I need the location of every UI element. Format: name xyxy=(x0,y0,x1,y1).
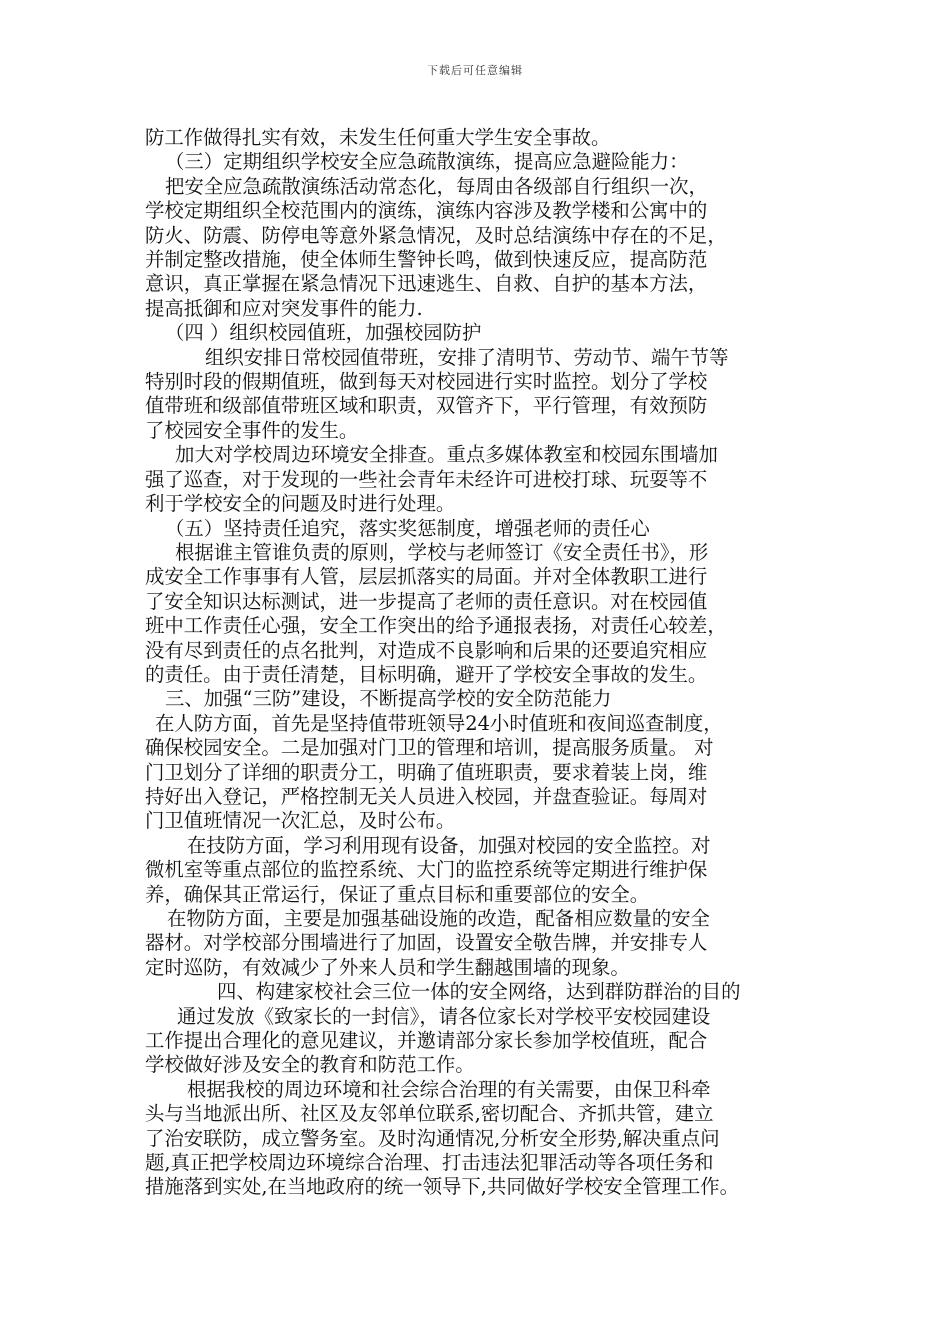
text-line: 防工作做得扎实有效，未发生任何重大学生安全事故。 xyxy=(145,126,611,149)
text-line: 强了巡查，对于发现的一些社会青年未经许可进校打球、玩耍等不 xyxy=(145,467,708,491)
text-line: 把安全应急疏散演练活动常态化，每周由各级部自行组织一次， xyxy=(165,174,708,198)
text-line: 的责任。由于责任清楚，目标明确，避开了学校安全事故的发生。 xyxy=(145,662,708,686)
text-line: 题,真正把学校周边环境综合治理、打击违法犯罪活动等各项任务和 xyxy=(145,1151,714,1175)
text-line: 意识，真正掌握在紧急情况下迅速逃生、自救、自护的基本方法， xyxy=(145,272,708,296)
text-line: 三、加强“三防”建设，不断提高学校的安全防范能力 xyxy=(165,687,612,711)
text-line: 防火、防震、防停电等意外紧急情况，及时总结演练中存在的不足， xyxy=(145,223,727,247)
text-line: 提高抵御和应对突发事件的能力. xyxy=(145,296,423,320)
text-line: 根据谁主管谁负责的原则，学校与老师签订《安全责任书》，形 xyxy=(175,540,709,564)
document-body xyxy=(145,126,821,1200)
text-line: 值带班和级部值带班区域和职责，双管齐下，平行管理，有效预防 xyxy=(145,394,708,418)
text-line: 利于学校安全的问题及时进行处理。 xyxy=(145,492,456,516)
text-line: 组织安排日常校园值带班，安排了清明节、劳动节、端午节等 xyxy=(205,345,729,369)
text-line: 头与当地派出所、社区及友邻单位联系,密切配合、齐抓共管，建立 xyxy=(145,1102,714,1126)
text-line: 工作提出合理化的意见建议，并邀请部分家长参加学校值班，配合 xyxy=(145,1029,708,1053)
text-line: 措施落到实处,在当地政府的统一领导下,共同做好学校安全管理工作。 xyxy=(145,1175,740,1199)
text-line: 并制定整改措施，使全体师生警钟长鸣，做到快速反应，提高防范 xyxy=(145,248,708,272)
text-line: 微机室等重点部位的监控系统、大门的监控系统等定期进行维护保 xyxy=(145,858,708,882)
text-line: 成安全工作事事有人管，层层抓落实的局面。并对全体教职工进行 xyxy=(145,565,708,589)
text-line: 了校园安全事件的发生。 xyxy=(145,418,359,442)
text-line: （五）坚持责任追究，落实奖惩制度，增强老师的责任心 xyxy=(165,516,650,540)
text-line: 器材。对学校部分围墙进行了加固，设置安全敬告牌，并安排专人 xyxy=(145,931,708,955)
text-line: 门卫值班情况一次汇总，及时公布。 xyxy=(145,809,456,833)
text-line: （四 ）组织校园值班，加强校园防护 xyxy=(165,321,482,345)
text-line: 特别时段的假期值班，做到每天对校园进行实时监控。划分了学校 xyxy=(145,370,708,394)
text-line: 了安全知识达标测试，进一步提高了老师的责任意识。对在校园值 xyxy=(145,589,708,613)
text-line: 在技防方面，学习利用现有设备，加强对校园的安全监控。对 xyxy=(187,833,711,857)
text-line: 在物防方面，主要是加强基础设施的改造，配备相应数量的安全 xyxy=(167,907,710,930)
text-line: 通过发放《致家长的一封信》，请各位家长对学校平安校园建设 xyxy=(177,1004,711,1028)
text-line: 加大对学校周边环境安全排查。重点多媒体教室和校园东围墙加 xyxy=(175,443,718,467)
text-line: 班中工作责任心强，安全工作突出的给予通报表扬，对责任心较差， xyxy=(145,614,727,638)
text-line: 了治安联防，成立警务室。及时沟通情况,分析安全形势,解决重点问 xyxy=(145,1126,720,1150)
text-line: 确保校园安全。二是加强对门卫的管理和培训，提高服务质量。 对 xyxy=(145,736,714,760)
text-line: 没有尽到责任的点名批判，对造成不良影响和后果的还要追究相应 xyxy=(145,638,708,662)
text-line: 根据我校的周边环境和社会综合治理的有关需要，由保卫科牵 xyxy=(187,1077,711,1101)
text-line: （三）定期组织学校安全应急疏散演练，提高应急避险能力： xyxy=(165,150,689,174)
text-line: 持好出入登记，严格控制无关人员进入校园，并盘查验证。每周对 xyxy=(145,784,708,808)
text-line: 学校定期组织全校范围内的演练，演练内容涉及教学楼和公寓中的 xyxy=(145,199,708,223)
text-line: 四、构建家校社会三位一体的安全网络，达到群防群治的目的 xyxy=(217,980,741,1004)
text-line: 门卫划分了详细的职责分工，明确了值班职责，要求着装上岗，维 xyxy=(145,760,708,784)
page-header: 下载后可任意编辑 xyxy=(427,64,523,77)
text-line: 定时巡防，有效减少了外来人员和学生翻越围墙的现象。 xyxy=(145,955,630,979)
text-line: 学校做好涉及安全的教育和防范工作。 xyxy=(145,1053,475,1077)
text-line: 养，确保其正常运行，保证了重点目标和重要部位的安全。 xyxy=(145,882,650,906)
text-line: 在人防方面，首先是坚持值带班领导24小时值班和夜间巡查制度， xyxy=(155,711,723,735)
